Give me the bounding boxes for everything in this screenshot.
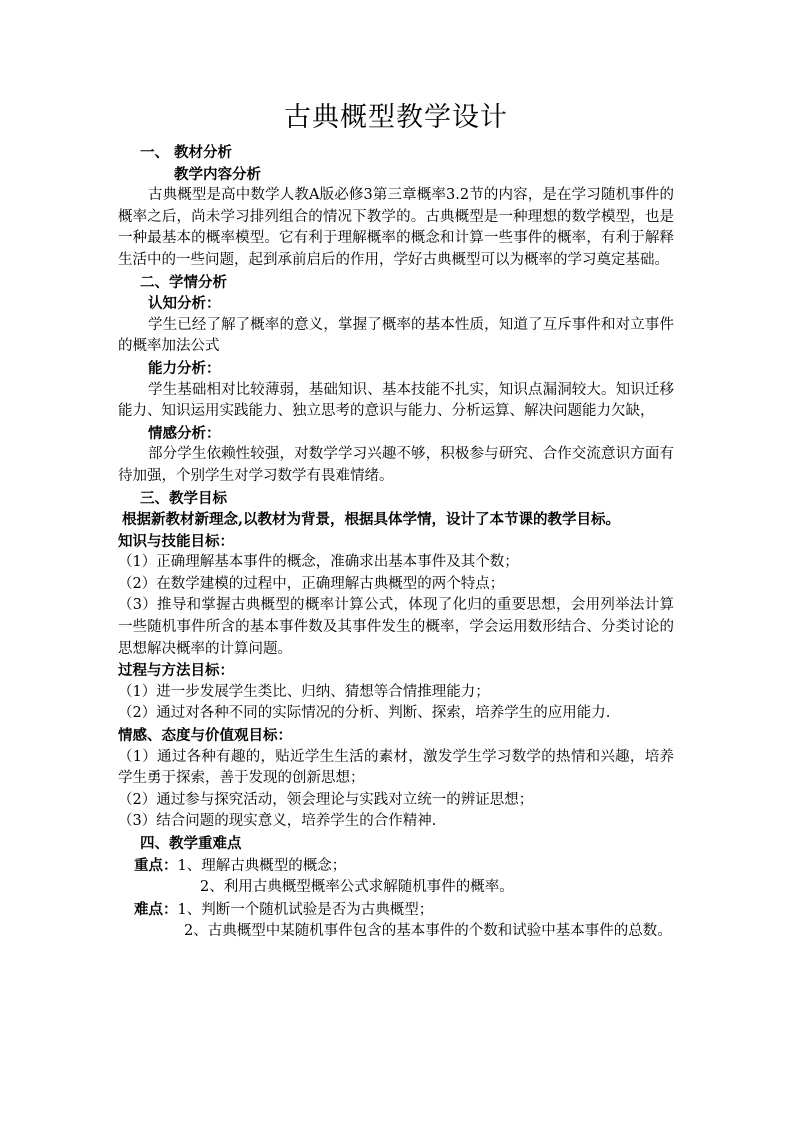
- label-ability-analysis: 能力分析：: [148, 359, 221, 377]
- section-heading-key-points: 四、教学重难点: [140, 835, 242, 852]
- document-page: [118, 96, 674, 943]
- label-process-goals: 过程与方法目标：: [118, 662, 234, 680]
- list-item: （2）通过对各种不同的实际情况的分析、判断、探索，培养学生的应用能力.: [118, 705, 611, 722]
- key-point-1: 1、理解古典概型的概念；: [177, 857, 347, 874]
- document-title: 古典概型教学设计: [284, 102, 508, 133]
- list-item: （3）结合问题的现实意义，培养学生的合作精神.: [118, 813, 437, 830]
- key-point-2: 2、利用古典概型概率公式求解随机事件的概率。: [200, 879, 514, 896]
- label-difficulty: 难点：: [134, 900, 178, 918]
- difficulty-2: 2、古典概型中某随机事件包含的基本事件的个数和试验中基本事件的总数。: [184, 923, 672, 940]
- section-heading-student-analysis: 二、学情分析: [140, 273, 227, 291]
- paragraph-emotion-analysis: 部分学生依赖性较强，对数学学习兴趣不够，积极参与研究、合作交流意识方面有待加强，个别学生对学习数学有畏难情绪。: [118, 446, 674, 484]
- list-item: （1）正确理解基本事件的概念，准确求出基本事件及其个数；: [118, 554, 519, 571]
- label-knowledge-goals: 知识与技能目标：: [118, 532, 234, 550]
- list-item: （3）推导和掌握古典概型的概率计算公式，体现了化归的重要思想，会用列举法计算一些随机事件所含的基本事件数及其事件发生的概率，学会运用数形结合、分类讨论的思想解决概率的计算问题。: [118, 597, 674, 657]
- list-item: （2）通过参与探究活动，领会理论与实践对立统一的辨证思想；: [118, 791, 534, 808]
- section-heading-teaching-goals: 三、教学目标: [140, 489, 227, 507]
- difficulty-1: 1、判断一个随机试验是否为古典概型；: [177, 901, 434, 918]
- list-item: （2）在数学建模的过程中，正确理解古典概型的两个特点；: [118, 575, 505, 592]
- paragraph-content-analysis: 古典概型是高中数学人教A版必修3第三章概率3.2节的内容，是在学习随机事件的概率之后，尚未学习排列组合的情况下教学的。古典概型是一种理想的数学模型，也是一种最基本的概率模型。它有利于理解概率的概念和计算一些事件的概率，有利于解释生活中的一些问题，起到承前启后的作用，学好古典概型可以为概率的学习奠定基础。: [118, 187, 674, 268]
- label-cognitive-analysis: 认知分析：: [148, 295, 221, 313]
- label-emotion-goals: 情感、态度与价值观目标：: [118, 727, 292, 745]
- label-emotion-analysis: 情感分析：: [148, 424, 221, 442]
- list-item: （1）通过各种有趣的，贴近学生生活的素材，激发学生学习数学的热情和兴趣，培养学生勇于探索，善于发现的创新思想；: [118, 748, 674, 787]
- paragraph-cognitive-analysis: 学生已经了解了概率的意义，掌握了概率的基本性质，知道了互斥事件和对立事件的概率加法公式: [118, 316, 674, 355]
- label-key-point: 重点：: [134, 856, 178, 874]
- list-item: （1）进一步发展学生类比、归纳、猜想等合情推理能力；: [118, 683, 490, 700]
- difficulty-row-1: [118, 899, 674, 922]
- paragraph-ability-analysis: 学生基础相对比较薄弱，基础知识、基本技能不扎实，知识点漏洞较大。知识迁移能力、知识运用实践能力、独立思考的意识与能力、分析运算、解决问题能力欠缺，: [118, 381, 674, 420]
- section-heading-textbook-analysis: 一、 教材分析: [140, 144, 233, 161]
- goals-intro: 根据新教材新理念,以教材为背景，根据具体学情，设计了本节课的教学目标。: [122, 511, 621, 529]
- subheading-content-analysis: 教学内容分析: [174, 165, 261, 183]
- key-point-row-1: [118, 855, 674, 878]
